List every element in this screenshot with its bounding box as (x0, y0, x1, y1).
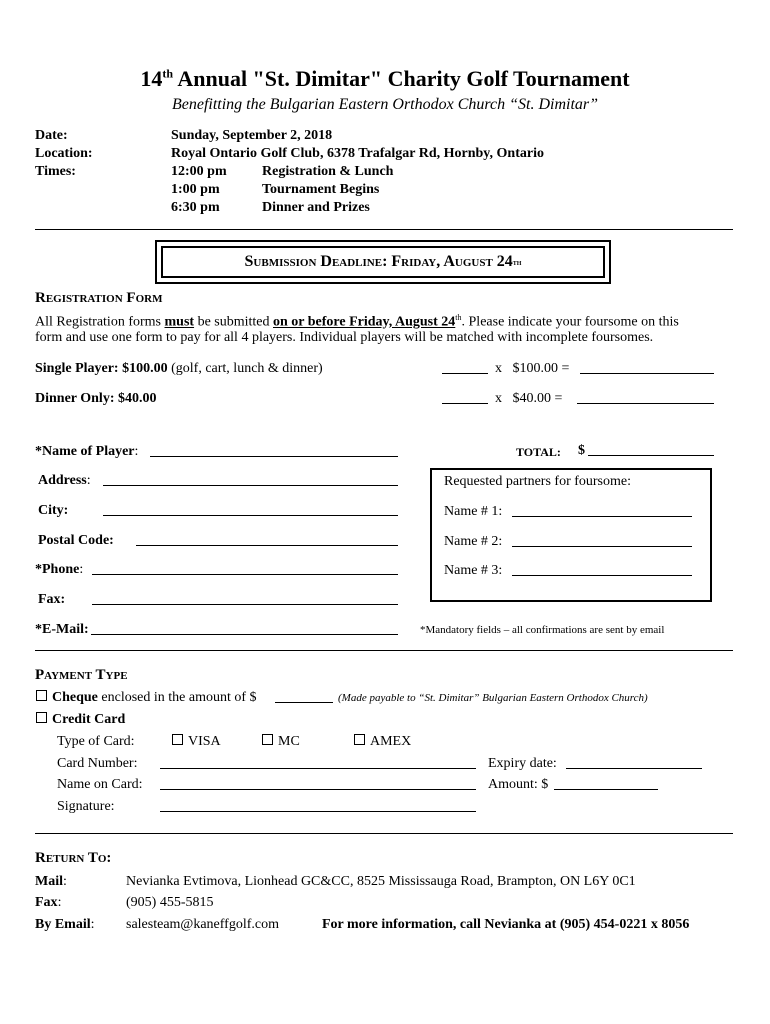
total-field[interactable] (588, 443, 714, 456)
fax-field[interactable] (92, 592, 398, 605)
time-1-desc: Registration & Lunch (262, 164, 394, 179)
mc-option[interactable]: MC (262, 734, 300, 750)
name-on-card-label: Name on Card: (57, 777, 143, 792)
return-to-heading: Return To: (35, 850, 112, 866)
partners-title: Requested partners for foursome: (444, 474, 631, 489)
signature-field[interactable] (160, 799, 476, 812)
signature-label: Signature: (57, 799, 115, 814)
card-number-field[interactable] (160, 756, 476, 769)
cheque-note: (Made payable to “St. Dimitar” Bulgarian Eastern Orthodox Church) (338, 692, 648, 704)
postal-code-field[interactable] (136, 533, 398, 546)
divider (35, 229, 733, 230)
cheque-amount-field[interactable] (275, 690, 333, 703)
dinner-only-qty-field[interactable] (442, 391, 488, 404)
total-currency: $ (578, 443, 585, 458)
time-3: 6:30 pm (171, 200, 220, 215)
mc-checkbox[interactable] (262, 734, 273, 745)
city-field[interactable] (103, 503, 398, 516)
time-2-desc: Tournament Begins (262, 182, 380, 197)
credit-card-checkbox[interactable] (36, 712, 47, 723)
credit-card-row: Credit Card (36, 712, 125, 728)
mail-label: Mail: (35, 874, 67, 889)
title-superscript: th (162, 66, 174, 81)
card-type-label: Type of Card: (57, 734, 135, 749)
cheque-row: Cheque enclosed in the amount of $ (36, 690, 257, 706)
city-label: City: (38, 503, 69, 518)
player-name-label: *Name of Player: (35, 444, 139, 459)
partner-1-field[interactable] (512, 504, 692, 517)
registration-intro-line2: form and use one form to pay for all 4 players. Individual players will be matched with incomplete foursomes. (35, 330, 654, 345)
visa-option[interactable]: VISA (172, 734, 221, 750)
date-value: Sunday, September 2, 2018 (171, 128, 333, 143)
single-player-row: Single Player: $100.00 (golf, cart, lunch & dinner) (35, 361, 323, 376)
email-label: *E-Mail: (35, 622, 89, 637)
time-3-desc: Dinner and Prizes (262, 200, 370, 215)
partners-box (430, 468, 712, 602)
postal-code-label: Postal Code: (38, 533, 114, 548)
partner-2-label: Name # 2: (444, 534, 503, 549)
amount-field[interactable] (554, 777, 658, 790)
fax-return-label: Fax: (35, 895, 62, 910)
phone-field[interactable] (92, 562, 398, 575)
dinner-only-label: Dinner Only: $40.00 (35, 391, 157, 406)
location-label: Location: (35, 146, 93, 161)
title-number: 14 (140, 66, 163, 91)
amex-checkbox[interactable] (354, 734, 365, 745)
registration-heading: Registration Form (35, 290, 163, 306)
expiry-field[interactable] (566, 756, 702, 769)
title-text: Annual "St. Dimitar" Charity Golf Tournament (173, 66, 630, 91)
amex-option[interactable]: AMEX (354, 734, 411, 750)
single-player-amount-field[interactable] (580, 361, 714, 374)
partner-3-field[interactable] (512, 563, 692, 576)
single-player-qty-field[interactable] (442, 361, 488, 374)
expiry-label: Expiry date: (488, 756, 557, 771)
address-field[interactable] (103, 473, 398, 486)
partner-1-label: Name # 1: (444, 504, 503, 519)
page-subtitle: Benefitting the Bulgarian Eastern Orthodox Church “St. Dimitar” (171, 96, 599, 113)
visa-checkbox[interactable] (172, 734, 183, 745)
address-label: Address: (38, 473, 91, 488)
total-label: TOTAL: (516, 445, 561, 459)
times-label: Times: (35, 164, 76, 179)
time-1: 12:00 pm (171, 164, 227, 179)
divider (35, 650, 733, 651)
email-field[interactable] (91, 622, 398, 635)
payment-heading: Payment Type (35, 667, 128, 683)
dinner-only-calc: x $40.00 = (495, 391, 563, 406)
name-on-card-field[interactable] (160, 777, 476, 790)
date-label: Date: (35, 128, 68, 143)
page-title (0, 66, 770, 92)
by-email-label: By Email: (35, 917, 95, 932)
cheque-checkbox[interactable] (36, 690, 47, 701)
submission-deadline-text: Submission Deadline: Friday, August 24 th (161, 246, 605, 278)
single-player-calc: x $100.00 = (495, 361, 570, 376)
more-info-text: For more information, call Nevianka at (905) 454-0221 x 8056 (322, 917, 690, 932)
partner-2-field[interactable] (512, 534, 692, 547)
amount-label: Amount: $ (488, 777, 549, 792)
fax-return-value: (905) 455-5815 (126, 895, 214, 910)
location-value: Royal Ontario Golf Club, 6378 Trafalgar Rd, Hornby, Ontario (171, 146, 544, 161)
divider (35, 833, 733, 834)
time-2: 1:00 pm (171, 182, 220, 197)
registration-intro: All Registration forms must be submitted on or before Friday, August 24th. Please indicate your foursome on this (35, 313, 679, 330)
submission-deadline-box (155, 240, 611, 284)
fax-label: Fax: (38, 592, 66, 607)
partner-3-label: Name # 3: (444, 563, 503, 578)
phone-label: *Phone: (35, 562, 84, 577)
return-email-link[interactable]: salesteam@kaneffgolf.com (126, 917, 279, 932)
mandatory-note: *Mandatory fields – all confirmations are sent by email (420, 624, 665, 636)
card-number-label: Card Number: (57, 756, 138, 771)
mail-value: Nevianka Evtimova, Lionhead GC&CC, 8525 Mississauga Road, Brampton, ON L6Y 0C1 (126, 874, 636, 889)
dinner-only-amount-field[interactable] (577, 391, 714, 404)
player-name-field[interactable] (150, 444, 398, 457)
